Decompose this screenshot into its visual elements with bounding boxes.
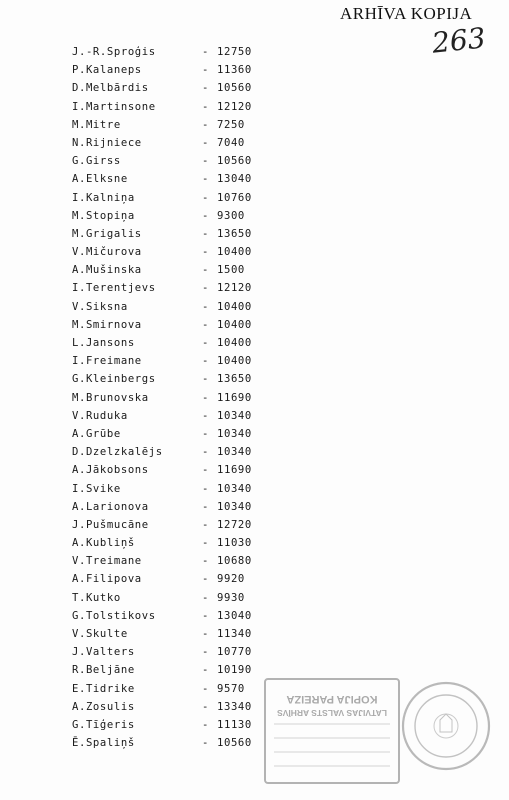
person-name: J.Pušmucāne [72, 518, 149, 531]
list-item [72, 607, 392, 625]
separator-dash: - [202, 682, 209, 695]
list-item [72, 516, 392, 534]
amount-value: 11690 [217, 464, 252, 477]
rectangular-archive-stamp [262, 676, 402, 786]
person-name: I.Freimane [72, 355, 142, 368]
amount-value: 9300 [217, 209, 245, 222]
amount-value: 10340 [217, 482, 252, 495]
amount-value: 11340 [217, 628, 252, 640]
amount-value: 10340 [217, 446, 252, 459]
amount-value: 10400 [217, 246, 252, 259]
list-item [72, 43, 392, 61]
list-item [72, 261, 392, 279]
amount-value: 12120 [217, 100, 252, 113]
list-item [72, 116, 392, 134]
person-name: G.Girss [72, 155, 121, 168]
person-name: A.Filipova [72, 573, 142, 586]
separator-dash: - [202, 609, 209, 622]
separator-dash: - [202, 191, 209, 204]
list-item [72, 480, 392, 498]
separator-dash: - [202, 391, 209, 404]
separator-dash: - [202, 264, 209, 277]
separator-dash: - [202, 118, 209, 131]
separator-dash: - [202, 464, 209, 477]
separator-dash: - [202, 427, 209, 440]
separator-dash: - [202, 282, 209, 295]
list-item [72, 61, 392, 79]
amount-value: 9920 [217, 573, 245, 586]
amount-value: 10400 [217, 318, 252, 331]
person-name: A.Jākobsons [72, 464, 149, 477]
amount-value: 10770 [217, 646, 252, 659]
list-item [72, 570, 392, 588]
person-name: V.Siksna [72, 300, 128, 313]
person-name: M.Stopiņa [72, 209, 135, 222]
separator-dash: - [202, 500, 209, 513]
person-name: V.Treimane [72, 555, 142, 568]
amount-value: 10400 [217, 337, 252, 349]
amount-value: 11030 [217, 537, 252, 550]
list-item [72, 352, 392, 370]
separator-dash: - [202, 482, 209, 495]
person-name: N.Rijniece [72, 136, 142, 149]
list-item [72, 552, 392, 570]
list-item [72, 152, 392, 170]
person-name: G.Tolstikovs [72, 609, 156, 622]
person-name: A.Mušinska [72, 264, 142, 277]
list-item [72, 98, 392, 116]
list-item [72, 207, 392, 225]
person-name: A.Elksne [72, 173, 128, 186]
list-item [72, 625, 392, 643]
amount-value: 10400 [217, 300, 252, 313]
person-name: A.Larionova [72, 500, 149, 513]
separator-dash: - [202, 64, 209, 77]
amount-value: 11690 [217, 391, 252, 404]
handwritten-page-number: 263 [430, 21, 488, 60]
list-item [72, 443, 392, 461]
list-item [72, 243, 392, 261]
person-name: D.Dzelzkalējs [72, 446, 163, 459]
person-name: D.Melbārdis [72, 82, 149, 95]
amount-value: 9570 [217, 682, 245, 695]
person-name: R.Beljāne [72, 664, 135, 677]
amount-value: 11130 [217, 718, 252, 731]
stamp-line-2: LATVIJAS VALSTS ARHĪVS [277, 708, 387, 718]
list-item [72, 498, 392, 516]
amount-value: 10560 [217, 82, 252, 95]
amount-value: 13040 [217, 173, 252, 186]
list-item [72, 79, 392, 97]
separator-dash: - [202, 628, 209, 640]
separator-dash: - [202, 227, 209, 240]
list-item [72, 189, 392, 207]
person-name: I.Terentjevs [72, 282, 156, 295]
list-item [72, 334, 392, 352]
person-name: V.Ruduka [72, 409, 128, 422]
archive-copy-stamp: ARHĪVA KOPIJA [340, 4, 473, 23]
person-name: A.Grūbe [72, 427, 121, 440]
person-name: T.Kutko [72, 591, 121, 604]
separator-dash: - [202, 373, 209, 386]
list-item [72, 643, 392, 661]
amount-value: 10680 [217, 555, 252, 568]
person-name: A.Zosulis [72, 700, 135, 713]
separator-dash: - [202, 155, 209, 168]
amount-value: 12750 [217, 46, 252, 58]
amount-value: 12120 [217, 282, 252, 295]
person-name: M.Smirnova [72, 318, 142, 331]
separator-dash: - [202, 700, 209, 713]
separator-dash: - [202, 209, 209, 222]
separator-dash: - [202, 300, 209, 313]
name-amount-list [72, 43, 392, 752]
separator-dash: - [202, 136, 209, 149]
separator-dash: - [202, 591, 209, 604]
amount-value: 7040 [217, 136, 245, 149]
person-name: I.Kalniņa [72, 191, 135, 204]
separator-dash: - [202, 100, 209, 113]
separator-dash: - [202, 555, 209, 568]
amount-value: 10340 [217, 409, 252, 422]
separator-dash: - [202, 718, 209, 731]
person-name: Ē.Spaliņš [72, 737, 135, 750]
separator-dash: - [202, 337, 209, 349]
separator-dash: - [202, 646, 209, 659]
person-name: P.Kalaneps [72, 64, 142, 77]
list-item [72, 589, 392, 607]
separator-dash: - [202, 664, 209, 677]
amount-value: 13040 [217, 609, 252, 622]
list-item [72, 425, 392, 443]
person-name: J.Valters [72, 646, 135, 659]
person-name: G.Tīģeris [72, 718, 135, 731]
person-name: M.Brunovska [72, 391, 149, 404]
list-item [72, 407, 392, 425]
amount-value: 10190 [217, 664, 252, 677]
list-item [72, 134, 392, 152]
person-name: M.Grigalis [72, 227, 142, 240]
person-name: V.Mičurova [72, 246, 142, 259]
separator-dash: - [202, 355, 209, 368]
amount-value: 10340 [217, 500, 252, 513]
person-name: A.Kubliņš [72, 537, 135, 550]
person-name: G.Kleinbergs [72, 373, 156, 386]
person-name: J.-R.Sproģis [72, 46, 156, 58]
separator-dash: - [202, 82, 209, 95]
separator-dash: - [202, 246, 209, 259]
amount-value: 11360 [217, 64, 252, 77]
separator-dash: - [202, 46, 209, 58]
amount-value: 10560 [217, 737, 252, 750]
person-name: I.Svike [72, 482, 121, 495]
stamp-line-1: KOPIJA PAREIZA [286, 693, 378, 705]
list-item [72, 170, 392, 188]
list-item [72, 461, 392, 479]
amount-value: 13650 [217, 227, 252, 240]
list-item [72, 316, 392, 334]
person-name: V.Skulte [72, 628, 128, 640]
person-name: E.Tidrike [72, 682, 135, 695]
person-name: M.Mitre [72, 118, 121, 131]
separator-dash: - [202, 318, 209, 331]
round-archive-seal [400, 680, 492, 772]
list-item [72, 534, 392, 552]
list-item [72, 298, 392, 316]
amount-value: 10340 [217, 427, 252, 440]
amount-value: 13340 [217, 700, 252, 713]
list-item [72, 225, 392, 243]
separator-dash: - [202, 518, 209, 531]
separator-dash: - [202, 737, 209, 750]
amount-value: 10560 [217, 155, 252, 168]
separator-dash: - [202, 446, 209, 459]
list-item [72, 370, 392, 388]
list-item [72, 389, 392, 407]
amount-value: 10760 [217, 191, 252, 204]
separator-dash: - [202, 573, 209, 586]
person-name: L.Jansons [72, 337, 135, 349]
amount-value: 10400 [217, 355, 252, 368]
separator-dash: - [202, 537, 209, 550]
amount-value: 7250 [217, 118, 245, 131]
amount-value: 12720 [217, 518, 252, 531]
separator-dash: - [202, 409, 209, 422]
separator-dash: - [202, 173, 209, 186]
amount-value: 9930 [217, 591, 245, 604]
amount-value: 1500 [217, 264, 245, 277]
amount-value: 13650 [217, 373, 252, 386]
list-item [72, 279, 392, 297]
person-name: I.Martinsone [72, 100, 156, 113]
